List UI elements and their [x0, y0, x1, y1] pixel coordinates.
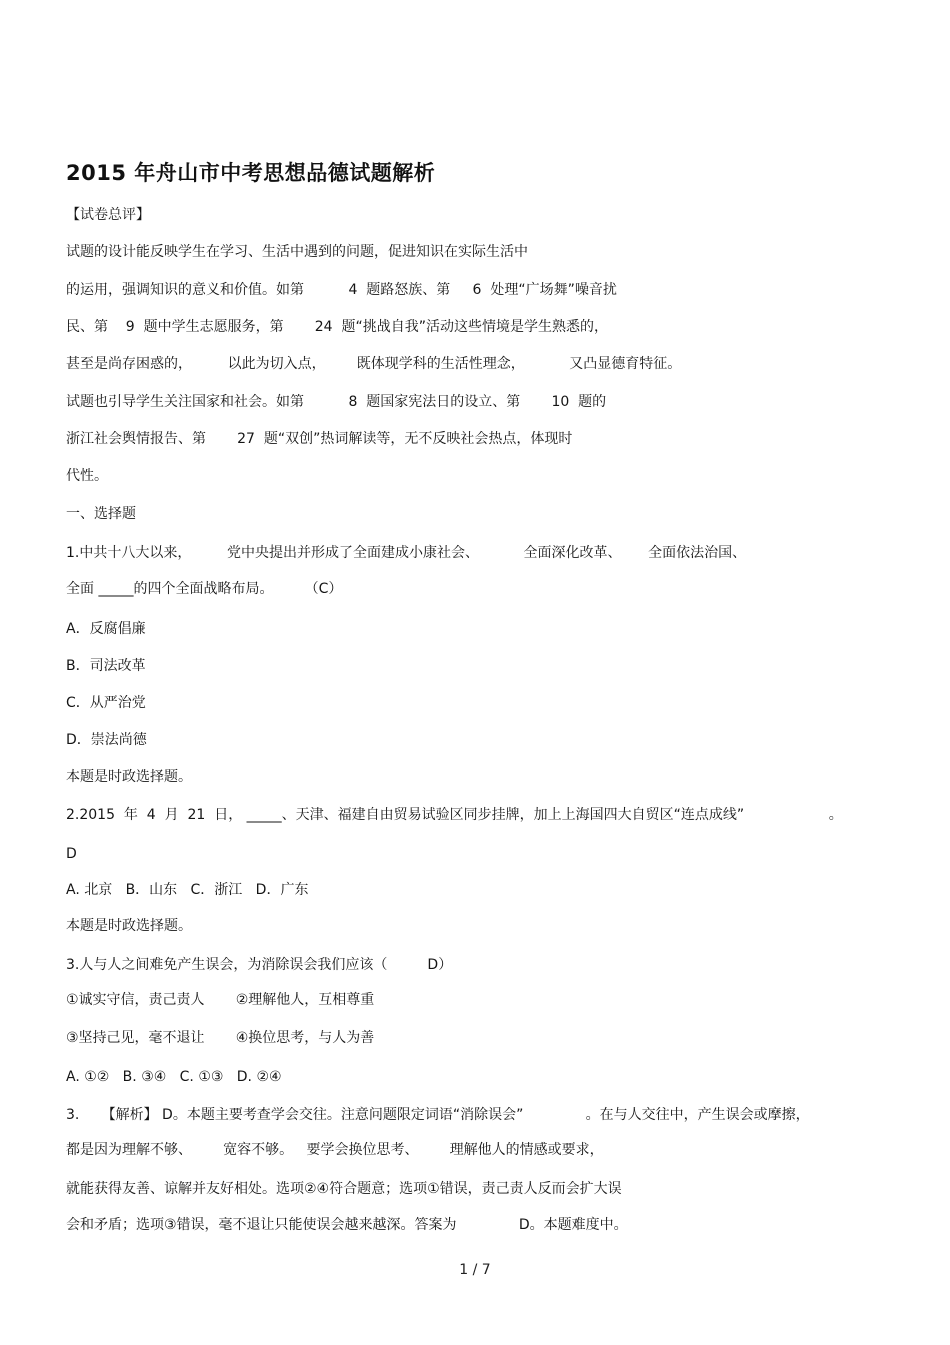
q1-option-a: A．反腐倡廉	[66, 621, 146, 637]
section-heading: 一、选择题	[66, 506, 136, 522]
q3-options: A. ①② B. ③④ C. ①③ D. ②④	[66, 1069, 282, 1085]
q3-stem: 3.人与人之间难免产生误会，为消除误会我们应该（ D）	[66, 957, 453, 973]
q1-stem-line: 1.中共十八大以来， 党中央提出并形成了全面建成小康社会、 全面深化改革、 全面依法治国、	[66, 545, 747, 561]
overview-line: 代性。	[66, 468, 108, 484]
q1-option-b: B．司法改革	[66, 658, 146, 674]
overview-line: 浙江社会舆情报告、第 27 题“双创”热词解读等，无不反映社会热点，体现时	[66, 431, 573, 447]
document-title: 2015 年舟山市中考思想品德试题解析	[66, 161, 436, 185]
overview-line: 民、第 9 题中学生志愿服务，第 24 题“挑战自我”活动这些情境是学生熟悉的，	[66, 319, 608, 335]
q1-note: 本题是时政选择题。	[66, 769, 192, 785]
q3-analysis-line: 都是因为理解不够、 宽容不够。 要学会换位思考、 理解他人的情感或要求，	[66, 1142, 604, 1158]
q3-analysis-line: 会和矛盾；选项③错误，毫不退让只能使误会越来越深。答案为 D。本题难度中。	[66, 1217, 628, 1233]
q2-answer-line: D	[66, 846, 77, 862]
q2-note: 本题是时政选择题。	[66, 918, 192, 934]
q1-option-d: D．崇法尚德	[66, 732, 147, 748]
overview-line: 甚至是尚存困惑的， 以此为切入点， 既体现学科的生活性理念， 又凸显德育特征。	[66, 356, 682, 372]
q2-stem-line: 2.2015 年 4 月 21 日， _____、天津、福建自由贸易试验区同步挂牌，加上上海国四大自贸区“连点成线” 。	[66, 807, 843, 823]
q3-item-line: ③坚持己见，毫不退让 ④换位思考，与人为善	[66, 1030, 375, 1046]
overview-line: 试题的设计能反映学生在学习、生活中遇到的问题，促进知识在实际生活中	[66, 244, 528, 260]
q2-options: A. 北京 B．山东 C．浙江 D．广东	[66, 882, 309, 898]
overview-heading: 【试卷总评】	[66, 207, 150, 223]
overview-line: 的运用，强调知识的意义和价值。如第 4 题路怒族、第 6 处理“广场舞”噪音扰	[66, 282, 617, 298]
q1-option-c: C．从严治党	[66, 695, 146, 711]
q3-analysis-line: 就能获得友善、谅解并友好相处。选项②④符合题意；选项①错误，责己责人反而会扩大误	[66, 1181, 622, 1197]
q1-stem-line: 全面 _____的四个全面战略布局。 （C）	[66, 581, 343, 597]
overview-line: 试题也引导学生关注国家和社会。如第 8 题国家宪法日的设立、第 10 题的	[66, 394, 607, 410]
q3-analysis-line: 3. 【解析】 D。本题主要考查学会交往。注意问题限定词语“消除误会” 。在与人交往中，产生误会或摩擦，	[66, 1107, 810, 1123]
page-number: 1 / 7	[459, 1262, 491, 1278]
q3-item-line: ①诚实守信，责己责人 ②理解他人，互相尊重	[66, 992, 375, 1008]
